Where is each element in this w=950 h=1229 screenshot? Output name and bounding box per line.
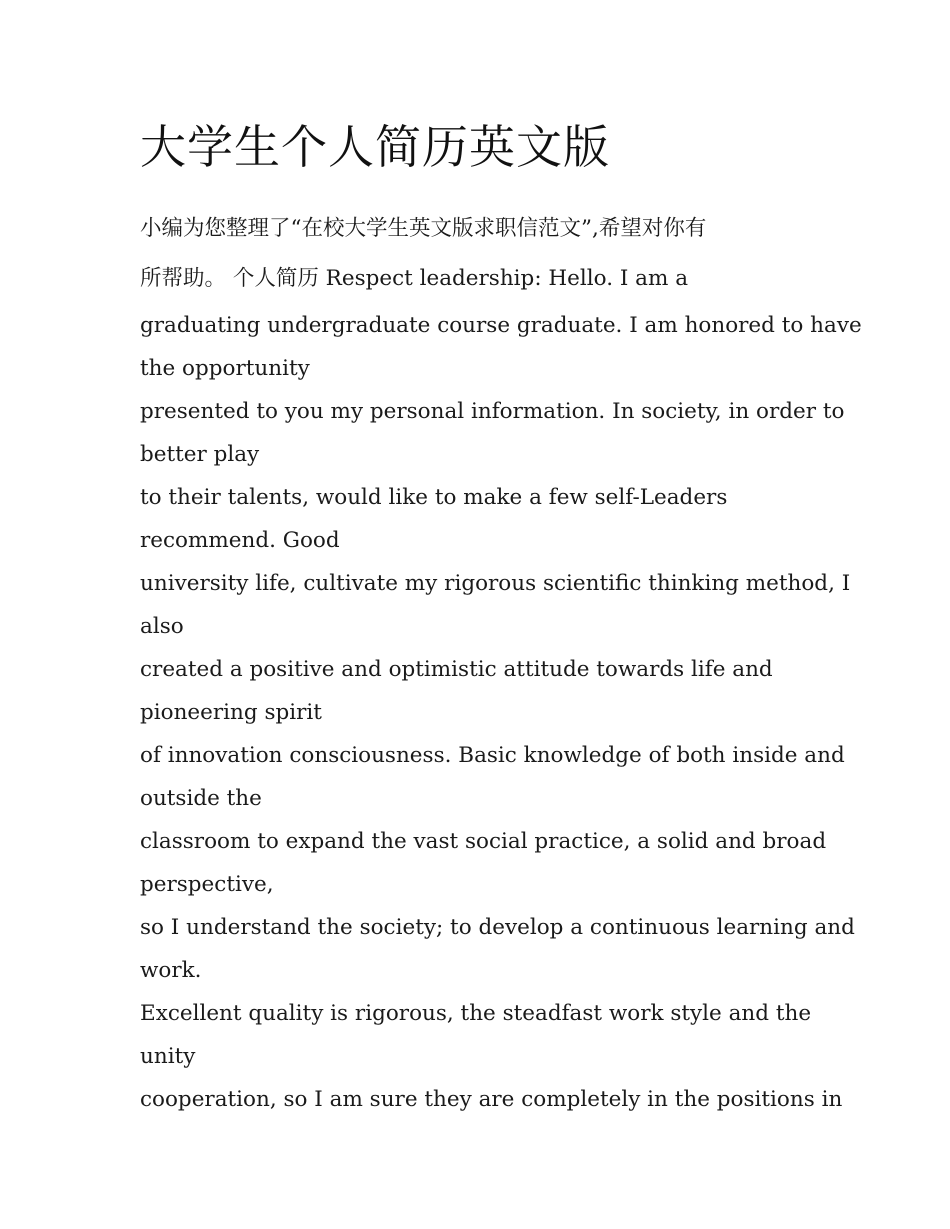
text-line: cooperation, so I am sure they are completely in the positions in [140, 1087, 843, 1112]
document-body [140, 204, 862, 1121]
text-line: better play [140, 442, 260, 467]
text-line: 所帮助。 个人简历 Respect leadership: Hello. I am a [140, 266, 689, 291]
text-line: 小编为您整理了“在校大学生英文版求职信范文”,希望对你有 [140, 216, 707, 241]
text-line: so I understand the society; to develop a continuous learning and [140, 915, 855, 940]
text-line: the opportunity [140, 356, 310, 381]
text-line: Excellent quality is rigorous, the steadfast work style and the [140, 1001, 812, 1026]
text-line: presented to you my personal information. In society, in order to [140, 399, 845, 424]
text-line: graduating undergraduate course graduate. I am honored to have [140, 313, 862, 338]
text-line: recommend. Good [140, 528, 340, 553]
text-line: of innovation consciousness. Basic knowledge of both inside and [140, 743, 845, 768]
text-line: also [140, 614, 184, 639]
text-line: university life, cultivate my rigorous scientific thinking method, I [140, 571, 851, 596]
text-line: unity [140, 1044, 196, 1069]
text-line: to their talents, would like to make a few self-Leaders [140, 485, 728, 510]
text-line: perspective, [140, 872, 274, 897]
document-title: 大学生个人简历英文版 [140, 120, 610, 174]
text-line: classroom to expand the vast social practice, a solid and broad [140, 829, 827, 854]
text-line: work. [140, 958, 202, 983]
text-line: created a positive and optimistic attitude towards life and [140, 657, 773, 682]
document-page [140, 112, 862, 1121]
text-line: pioneering spirit [140, 700, 322, 725]
text-line: outside the [140, 786, 262, 811]
